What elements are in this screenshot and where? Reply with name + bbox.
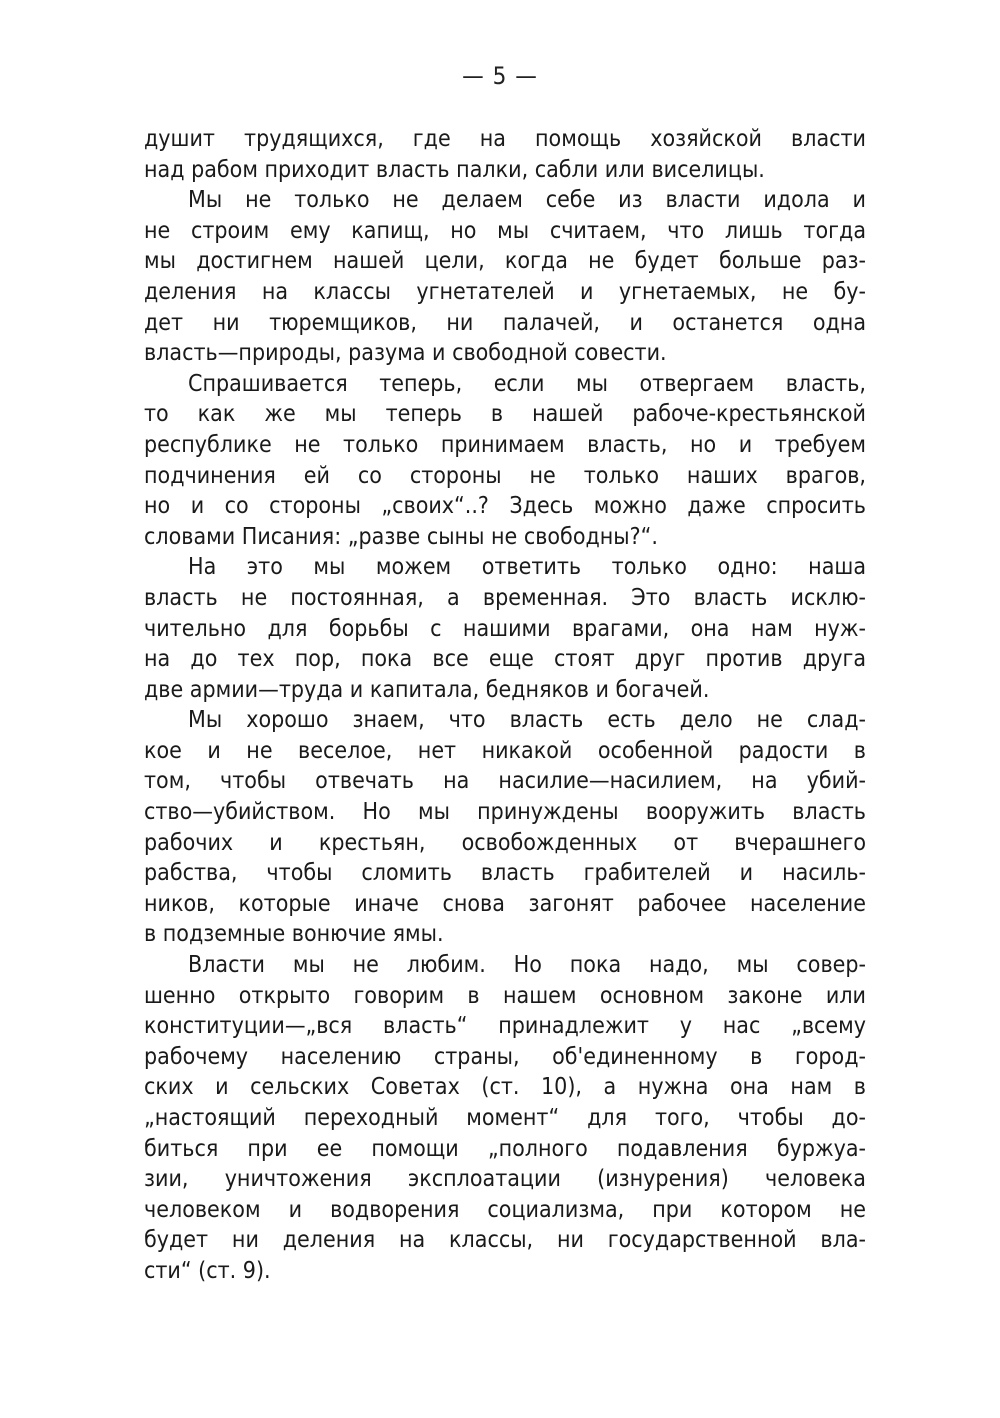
text-line: будет ни деления на классы, ни государственной вла-: [144, 1227, 866, 1254]
paragraph: [144, 124, 866, 185]
text-line: кое и не веселое, нет никакой особенной радости в: [144, 737, 866, 764]
paragraph: [144, 552, 866, 705]
text-line: Власти мы не любим. Но пока надо, мы совер-: [188, 952, 866, 979]
text-line: Мы хорошо знаем, что власть есть дело не слад-: [188, 707, 866, 734]
text-line: ников, которые иначе снова загонят рабочее население: [144, 890, 866, 917]
text-line: словами Писания: „разве сыны не свободны?“.: [144, 523, 658, 550]
text-line: Спрашивается теперь, если мы отвергаем власть,: [188, 370, 866, 397]
text-line: душит трудящихся, где на помощь хозяйской власти: [144, 126, 866, 152]
text-line: чительно для борьбы с нашими врагами, она нам нуж-: [144, 615, 866, 642]
text-line: на до тех пор, пока все еще стоят друг против друга: [144, 646, 866, 673]
text-line: сти“ (ст. 9).: [144, 1257, 271, 1284]
text-line: республике не только принимаем власть, но и требуем: [144, 431, 866, 458]
text-line: биться при ее помощи „полного подавления буржуа-: [144, 1135, 866, 1162]
text-line: На это мы можем ответить только одно: наша: [188, 554, 866, 581]
paragraph: [144, 185, 866, 369]
text-line: в подземные вонючие ямы.: [144, 921, 444, 948]
text-line: Мы не только не делаем себе из власти идола и: [188, 187, 866, 214]
paragraph: [144, 369, 866, 553]
text-line: над рабом приходит власть палки, сабли или виселицы.: [144, 156, 765, 183]
text-line: власть—природы, разума и свободной совести.: [144, 340, 667, 367]
text-line: шенно открыто говорим в нашем основном законе или: [144, 982, 866, 1009]
text-line: деления на классы угнетателей и угнетаемых, не бу-: [144, 278, 866, 305]
text-line: рабочему населению страны, об'единенному в город-: [144, 1043, 866, 1070]
body-text: [144, 124, 866, 1287]
text-line: ство—убийством. Но мы принуждены вооружить власть: [144, 799, 866, 826]
page-number: — 5 —: [462, 62, 538, 90]
text-line: „настоящий переходный момент“ для того, чтобы до-: [144, 1105, 866, 1131]
text-line: мы достигнем нашей цели, когда не будет больше раз-: [144, 248, 866, 275]
text-line: две армии—труда и капитала, бедняков и богачей.: [144, 676, 710, 703]
text-line: то как же мы теперь в нашей рабоче-крестьянской: [144, 401, 866, 428]
text-line: рабства, чтобы сломить власть грабителей и насиль-: [144, 860, 866, 887]
text-line: но и со стороны „своих“..? Здесь можно даже спросить: [144, 493, 866, 520]
text-line: власть не постоянная, а временная. Это власть исклю-: [144, 584, 866, 611]
text-line: ских и сельских Советах (ст. 10), а нужна она нам в: [144, 1074, 866, 1101]
paragraph: [144, 705, 866, 950]
text-line: дет ни тюремщиков, ни палачей, и останется одна: [144, 309, 866, 336]
text-line: конституции—„вся власть“ принадлежит у нас „всему: [144, 1013, 866, 1040]
text-line: том, чтобы отвечать на насилие—насилием, на убий-: [144, 768, 866, 795]
paragraph: [144, 950, 866, 1287]
text-line: зии, уничтожения эксплоатации (изнурения) человека: [144, 1166, 866, 1193]
text-line: человеком и водворения социализма, при котором не: [144, 1196, 866, 1223]
text-line: не строим ему капищ, но мы считаем, что лишь тогда: [144, 217, 866, 244]
text-line: рабочих и крестьян, освобожденных от вчерашнего: [144, 829, 866, 856]
text-line: подчинения ей со стороны не только наших врагов,: [144, 462, 866, 489]
